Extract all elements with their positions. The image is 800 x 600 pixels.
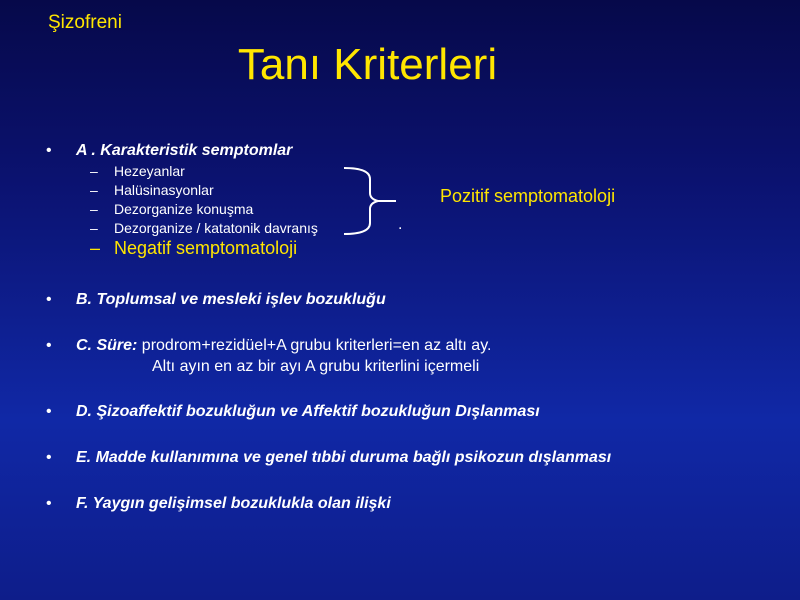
bullet-marker: • <box>46 142 52 159</box>
criterion-a <box>46 141 292 161</box>
sub-item-text: Negatif semptomatoloji <box>114 238 298 258</box>
criterion-c-continuation: Altı ayın en az bir ayı A grubu kriterlini içermeli <box>152 358 480 375</box>
sub-item <box>90 181 214 199</box>
sub-item <box>90 219 318 237</box>
curly-brace-icon <box>340 165 403 237</box>
criterion-e-label: E. Madde kullanımına ve genel tıbbi duruma bağlı psikozun dışlanması <box>76 449 612 466</box>
dash-marker: – <box>90 238 101 258</box>
criterion-a-label: A . Karakteristik semptomlar <box>76 142 293 159</box>
sub-item-text: Halüsinasyonlar <box>114 182 214 198</box>
criterion-b-label: B. Toplumsal ve mesleki işlev bozukluğu <box>76 291 386 308</box>
positive-symptoms-label: Pozitif semptomatoloji <box>440 186 616 206</box>
bullet-marker: • <box>46 449 52 466</box>
dash-marker: – <box>90 201 98 217</box>
criterion-c <box>46 336 491 356</box>
sub-item-text: Dezorganize konuşma <box>114 201 254 217</box>
criterion-f <box>46 494 391 514</box>
criterion-f-label: F. Yaygın gelişimsel bozuklukla olan ilişki <box>76 495 391 512</box>
bullet-marker: • <box>46 403 52 420</box>
sub-item-text: Dezorganize / katatonik davranış <box>114 220 318 236</box>
bullet-marker: • <box>46 291 52 308</box>
dash-marker: – <box>90 182 98 198</box>
sub-item <box>90 200 253 218</box>
dash-marker: – <box>90 163 98 179</box>
bullet-marker: • <box>46 495 52 512</box>
criterion-d-label: D. Şizoaffektif bozukluğun ve Affektif bozukluğun Dışlanması <box>76 403 540 420</box>
bullet-marker: • <box>46 337 52 354</box>
criterion-c-label: C. Süre: <box>76 337 138 354</box>
criterion-e <box>46 448 611 468</box>
criterion-c-text: prodrom+rezidüel+A grubu kriterleri=en az altı ay. <box>137 337 492 354</box>
slide-title: Tanı Kriterleri <box>237 40 498 89</box>
trailing-period: . <box>398 216 403 233</box>
criterion-d <box>46 402 540 422</box>
sub-item-text: Hezeyanlar <box>114 163 185 179</box>
section-label: Şizofreni <box>48 12 122 33</box>
sub-item <box>90 162 185 180</box>
sub-item-negative <box>90 239 297 257</box>
dash-marker: – <box>90 220 98 236</box>
criterion-b <box>46 290 386 310</box>
